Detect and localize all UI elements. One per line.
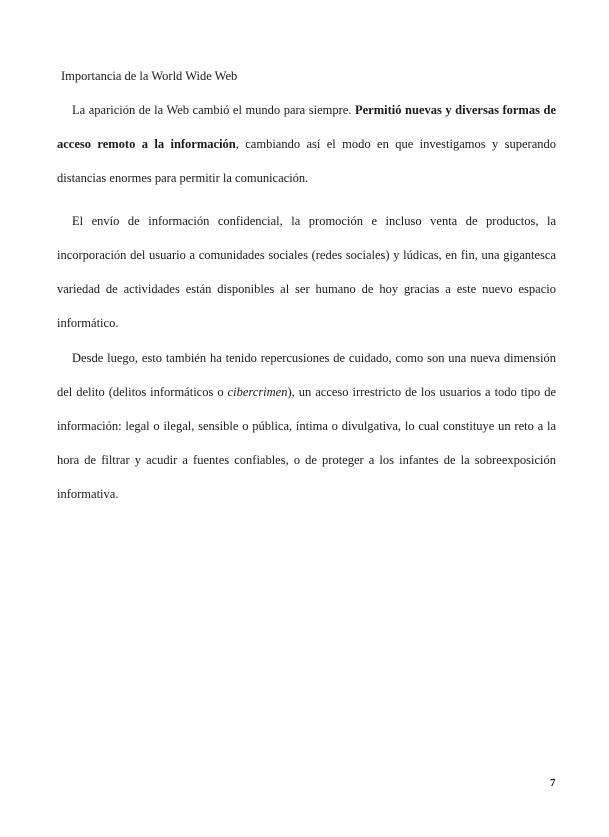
- document-title: Importancia de la World Wide Web: [61, 69, 238, 83]
- paragraph-3-italic-text: cibercrimen: [227, 385, 288, 399]
- paragraph-1: [57, 93, 556, 195]
- paragraph-1-text-end: , cambiando así el modo en que investigamos y superando distancias enormes para permitir la comunicación.: [57, 137, 557, 185]
- paragraph-2: El envío de información confidencial, la promoción e incluso venta de productos, la incorporación del usuario a comunidades sociales (redes sociales) y lúdicas, en fin, una gigantesca variedad de actividades están disponibles al ser humano de hoy gracias a este nuevo espacio informático.: [57, 214, 556, 330]
- paragraph-3-text-start: Desde luego, esto también ha tenido repercusiones de cuidado, como son una nueva dimensión del delito (delitos informáticos o: [57, 351, 556, 399]
- paragraph-3: [57, 341, 556, 511]
- page-number: 7: [550, 777, 556, 789]
- paragraph-1-text-start: La aparición de la Web cambió el mundo para siempre.: [72, 103, 355, 117]
- paragraph-3-text-end: ), un acceso irrestricto de los usuarios a todo tipo de información: legal o ilegal, sensible o pública, íntima o divulgativa, lo cual constituye un reto a la hora de filtrar y acudir a fuentes confiables, o de proteger a los infantes de la sobreexposición informativa.: [57, 385, 556, 501]
- paragraph-1-bold-text: Permitió nuevas y diversas formas de acceso remoto a la información: [57, 103, 556, 151]
